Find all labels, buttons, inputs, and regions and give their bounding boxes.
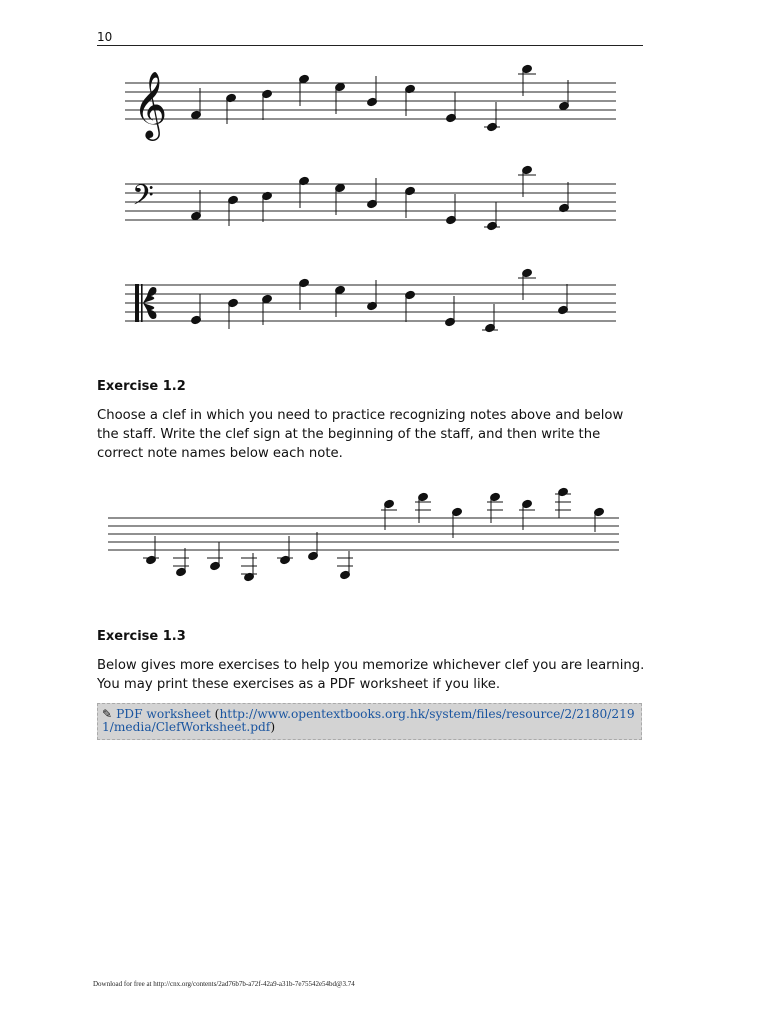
notes <box>191 64 570 132</box>
exercise-1-2-title: Exercise 1.2 <box>97 379 186 394</box>
worksheet-url-link[interactable]: http://www.opentextbooks.org.hk/system/files/resource/2/2180/2191/media/ClefWorksheet.pdf <box>102 707 635 734</box>
treble-clef-staff <box>120 60 620 140</box>
exercise-1-3-text: Below gives more exercises to help you memorize whichever clef you are learning. You may print these exercises as a PDF worksheet if you like. <box>97 658 645 692</box>
footer-download-note: Download for free at http://cnx.org/contents/2ad76b7b-a72f-42a9-a31b-7e75542e54bd@3.74 <box>93 980 355 988</box>
link-open-paren: ( <box>210 707 220 721</box>
exercise-1-2-text: Choose a clef in which you need to practice recognizing notes above and below the staff. Write the clef sign at the beginning of the staff, and then write the correct note names below each note. <box>97 408 624 461</box>
treble-clef-icon: 𝄞 <box>133 70 168 138</box>
exercise-1-3-title: Exercise 1.3 <box>97 629 186 644</box>
staff-lines <box>108 518 619 550</box>
bass-clef-icon: 𝄢 <box>132 179 154 219</box>
notes <box>191 165 570 231</box>
notes <box>191 268 569 333</box>
header-rule <box>97 45 643 46</box>
paperclip-icon: ✎ <box>102 707 113 721</box>
link-close-paren: ) <box>270 720 276 734</box>
worksheet-link-box <box>97 703 642 740</box>
page-number: 10 <box>97 30 113 44</box>
alto-clef-staff <box>120 260 620 340</box>
pdf-worksheet-link[interactable]: PDF worksheet <box>116 707 211 721</box>
ledger-notes-staff <box>105 480 625 590</box>
bass-clef-staff <box>120 160 620 240</box>
